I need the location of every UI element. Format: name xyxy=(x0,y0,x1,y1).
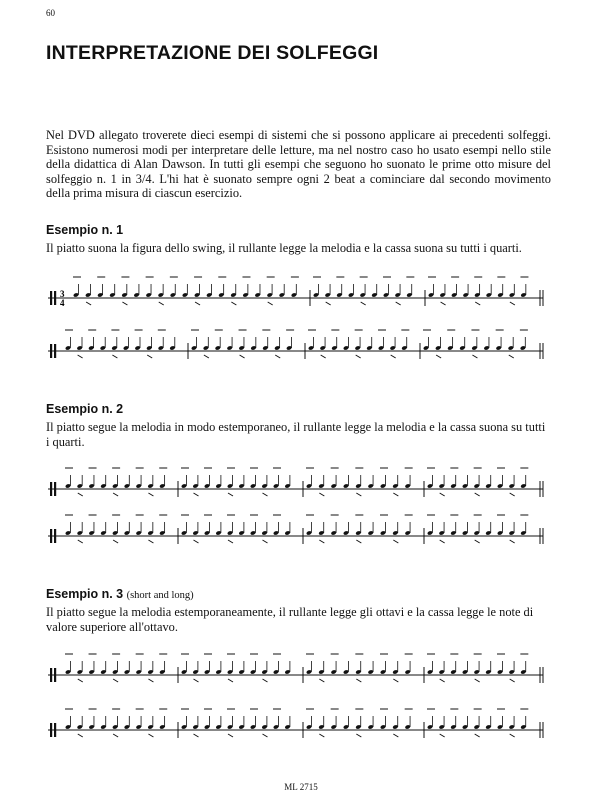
bass-drum-mark xyxy=(472,355,477,358)
bass-drum-mark xyxy=(113,734,118,737)
percussion-clef xyxy=(50,482,52,496)
bass-drum-mark xyxy=(113,540,118,543)
bass-drum-mark xyxy=(78,734,83,737)
percussion-clef xyxy=(54,482,56,496)
bass-drum-mark xyxy=(228,540,233,543)
percussion-clef xyxy=(54,344,56,358)
percussion-clef xyxy=(50,291,52,305)
bass-drum-mark xyxy=(228,493,233,496)
bass-drum-mark xyxy=(319,679,324,682)
example-2-description: Il piatto segue la melodia in modo estemporaneo, il rullante legge la melodia e la cassa suona su tutti i quarti. xyxy=(46,420,546,449)
bass-drum-mark xyxy=(113,493,118,496)
bass-drum-mark xyxy=(440,493,445,496)
bass-drum-mark xyxy=(240,355,245,358)
bass-drum-mark xyxy=(122,302,127,305)
example-3-title: Esempio n. 3 (short and long) xyxy=(46,587,194,601)
percussion-clef xyxy=(54,723,56,737)
bass-drum-mark xyxy=(263,679,268,682)
bass-drum-mark xyxy=(86,302,91,305)
bass-drum-mark xyxy=(113,679,118,682)
bass-drum-mark xyxy=(148,540,153,543)
bass-drum-mark xyxy=(78,355,83,358)
bass-drum-mark xyxy=(148,679,153,682)
bass-drum-mark xyxy=(356,540,361,543)
bass-drum-mark xyxy=(148,734,153,737)
bass-drum-mark xyxy=(356,493,361,496)
bass-drum-mark xyxy=(436,355,441,358)
bass-drum-mark xyxy=(326,302,331,305)
bass-drum-mark xyxy=(319,540,324,543)
bass-drum-mark xyxy=(263,540,268,543)
bass-drum-mark xyxy=(440,734,445,737)
bass-drum-mark xyxy=(263,493,268,496)
bass-drum-mark xyxy=(393,734,398,737)
bass-drum-mark xyxy=(393,493,398,496)
bass-drum-mark xyxy=(393,540,398,543)
bass-drum-mark xyxy=(475,493,480,496)
bass-drum-mark xyxy=(319,734,324,737)
bass-drum-mark xyxy=(440,679,445,682)
bass-drum-mark xyxy=(475,734,480,737)
bass-drum-mark xyxy=(356,679,361,682)
bass-drum-mark xyxy=(510,493,515,496)
bass-drum-mark xyxy=(194,679,199,682)
bass-drum-mark xyxy=(204,355,209,358)
bass-drum-mark xyxy=(475,540,480,543)
bass-drum-mark xyxy=(78,679,83,682)
bass-drum-mark xyxy=(396,302,401,305)
example-3-description: Il piatto segue la melodia estemporaneamente, il rullante legge gli ottavi e la cassa legge le note di valore superiore all'ottavo. xyxy=(46,605,534,634)
bass-drum-mark xyxy=(510,302,515,305)
bass-drum-mark xyxy=(441,302,446,305)
bass-drum-mark xyxy=(194,540,199,543)
bass-drum-mark xyxy=(159,302,164,305)
bass-drum-mark xyxy=(112,355,117,358)
bass-drum-mark xyxy=(510,540,515,543)
bass-drum-mark xyxy=(510,734,515,737)
bass-drum-mark xyxy=(393,679,398,682)
percussion-clef xyxy=(50,668,52,682)
percussion-clef xyxy=(50,723,52,737)
percussion-clef xyxy=(50,344,52,358)
bass-drum-mark xyxy=(263,734,268,737)
bass-drum-mark xyxy=(194,734,199,737)
page-number: 60 xyxy=(46,8,55,18)
bass-drum-mark xyxy=(148,493,153,496)
bass-drum-mark xyxy=(475,679,480,682)
catalog-number: ML 2715 xyxy=(284,782,318,792)
time-signature-top: 3 xyxy=(60,289,65,299)
bass-drum-mark xyxy=(231,302,236,305)
bass-drum-mark xyxy=(391,355,396,358)
bass-drum-mark xyxy=(510,679,515,682)
bass-drum-mark xyxy=(78,493,83,496)
bass-drum-mark xyxy=(268,302,273,305)
bass-drum-mark xyxy=(361,302,366,305)
bass-drum-mark xyxy=(319,493,324,496)
bass-drum-mark xyxy=(356,355,361,358)
time-signature-bottom: 4 xyxy=(60,298,65,308)
bass-drum-mark xyxy=(195,302,200,305)
bass-drum-mark xyxy=(275,355,280,358)
intro-paragraph: Nel DVD allegato troverete dieci esempi di sistemi che si possono applicare ai precedenti solfeggi. Esistono numerosi modi per interpretare delle letture, ma nel nostro caso ho usato esempi nello stile della didattica di Alan Dawson. In tutti gli esempi che seguono ho suonato le prime otto misure del solfeggio n. 1 in 3/4. L'hi hat è suonato sempre ogni 2 beat a cominciare dal secondo movimento della prima misura di ciascun esercizio. xyxy=(46,128,551,201)
bass-drum-mark xyxy=(78,540,83,543)
percussion-clef xyxy=(50,529,52,543)
bass-drum-mark xyxy=(194,493,199,496)
bass-drum-mark xyxy=(228,734,233,737)
page-title: INTERPRETAZIONE DEI SOLFEGGI xyxy=(46,42,379,64)
bass-drum-mark xyxy=(228,679,233,682)
percussion-clef xyxy=(54,668,56,682)
percussion-clef xyxy=(54,529,56,543)
example-1-title: Esempio n. 1 xyxy=(46,223,124,237)
bass-drum-mark xyxy=(356,734,361,737)
bass-drum-mark xyxy=(321,355,326,358)
bass-drum-mark xyxy=(475,302,480,305)
example-2-title: Esempio n. 2 xyxy=(46,402,124,416)
percussion-clef xyxy=(54,291,56,305)
example-1-description: Il piatto suona la figura dello swing, il rullante legge la melodia e la cassa suona su tutti i quarti. xyxy=(46,241,522,255)
bass-drum-mark xyxy=(509,355,514,358)
bass-drum-mark xyxy=(440,540,445,543)
bass-drum-mark xyxy=(147,355,152,358)
